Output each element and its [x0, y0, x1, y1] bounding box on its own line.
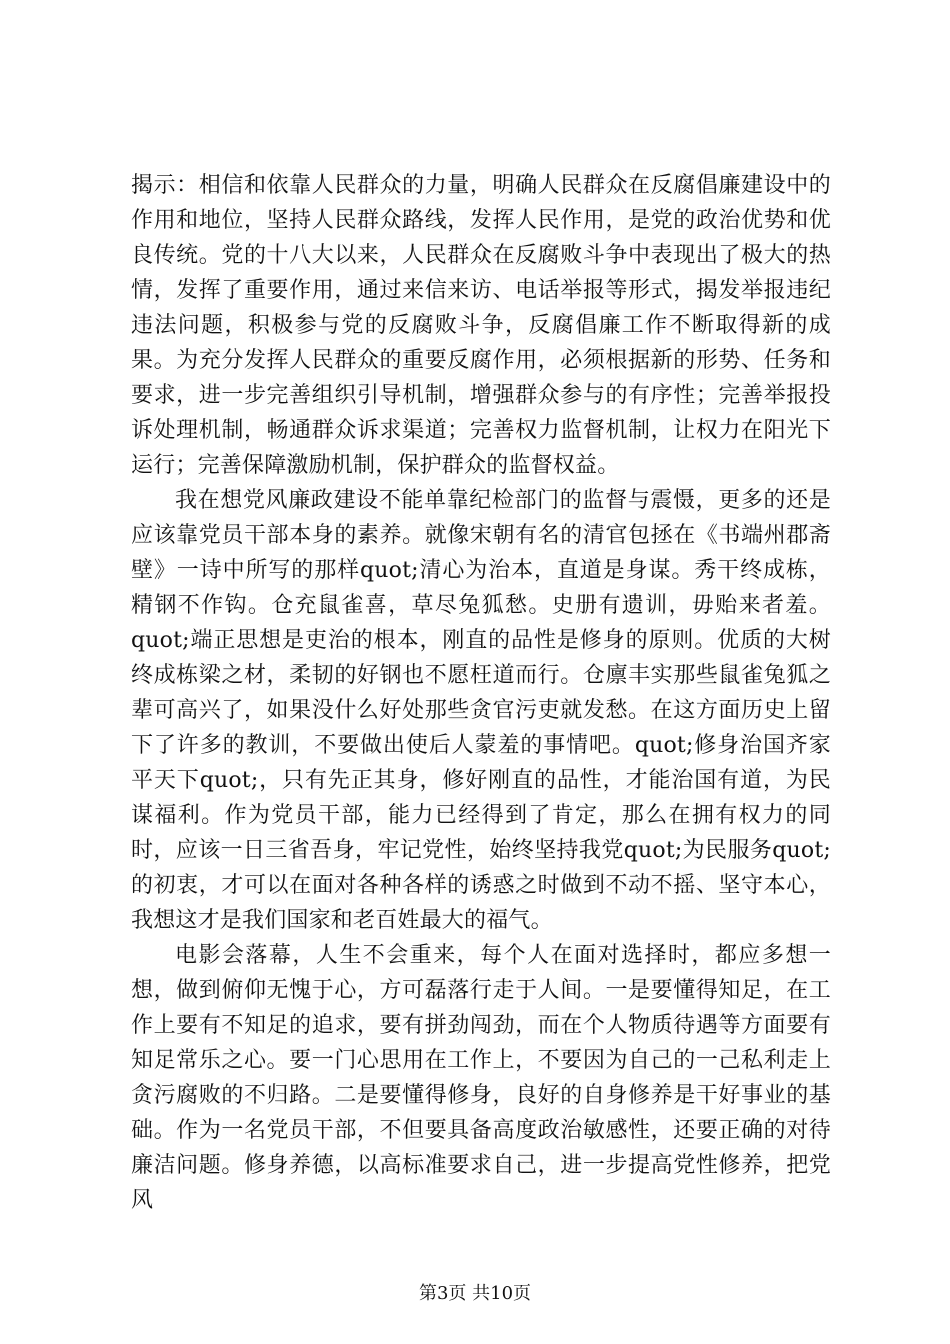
paragraph-2: 我在想党风廉政建设不能单靠纪检部门的监督与震慑，更多的还是应该靠党员干部本身的素养。就像宋朝有名的清官包拯在《书端州郡斋壁》一诗中所写的那样quot;清心为治本，直道是身谋。秀干终成栋，精钢不作钩。仓充鼠雀喜，草尽兔狐愁。史册有遗训，毋贻来者羞。quot;端正思想是吏治的根本，刚直的品性是修身的原则。优质的大树终成栋梁之材，柔韧的好钢也不愿枉道而行。仓廪丰实那些鼠雀兔狐之辈可高兴了，如果没什么好处那些贪官污吏就发愁。在这方面历史上留下了许多的教训，不要做出使后人蒙羞的事情吧。quot;修身治国齐家平天下quot;，只有先正其身，修好刚直的品性，才能治国有道，为民谋福利。作为党员干部，能力已经得到了肯定，那么在拥有权力的同时，应该一日三省吾身，牢记党性，始终坚持我党quot;为民服务quot;的初衷，才可以在面对各种各样的诱惑之时做到不动不摇、坚守本心，我想这才是我们国家和老百姓最大的福气。 — [131, 488, 831, 933]
page-number-footer: 第3页 共10页 — [418, 1283, 532, 1304]
paragraph-3: 电影会落幕，人生不会重来，每个人在面对选择时，都应多想一想，做到俯仰无愧于心，方可磊落行走于人间。一是要懂得知足，在工作上要有不知足的追求，要有拼劲闯劲，而在个人物质待遇等方面要有知足常乐之心。要一门心思用在工作上，不要因为自己的一己私利走上贪污腐败的不归路。二是要懂得修身，良好的自身修养是干好事业的基础。作为一名党员干部，不但要具备高度政治敏感性，还要正确的对待廉洁问题。修身养德，以高标准要求自己，进一步提高党性修养，把党风 — [131, 943, 831, 1213]
body-text — [131, 168, 831, 1218]
paragraph-1: 揭示：相信和依靠人民群众的力量，明确人民群众在反腐倡廉建设中的作用和地位，坚持人民群众路线，发挥人民作用，是党的政治优势和优良传统。党的十八大以来，人民群众在反腐败斗争中表现出了极大的热情，发挥了重要作用，通过来信来访、电话举报等形式，揭发举报违纪违法问题，积极参与党的反腐败斗争，反腐倡廉工作不断取得新的成果。为充分发挥人民群众的重要反腐作用，必须根据新的形势、任务和要求，进一步完善组织引导机制，增强群众参与的有序性；完善举报投诉处理机制，畅通群众诉求渠道；完善权力监督机制，让权力在阳光下运行；完善保障激励机制，保护群众的监督权益。 — [131, 173, 831, 478]
